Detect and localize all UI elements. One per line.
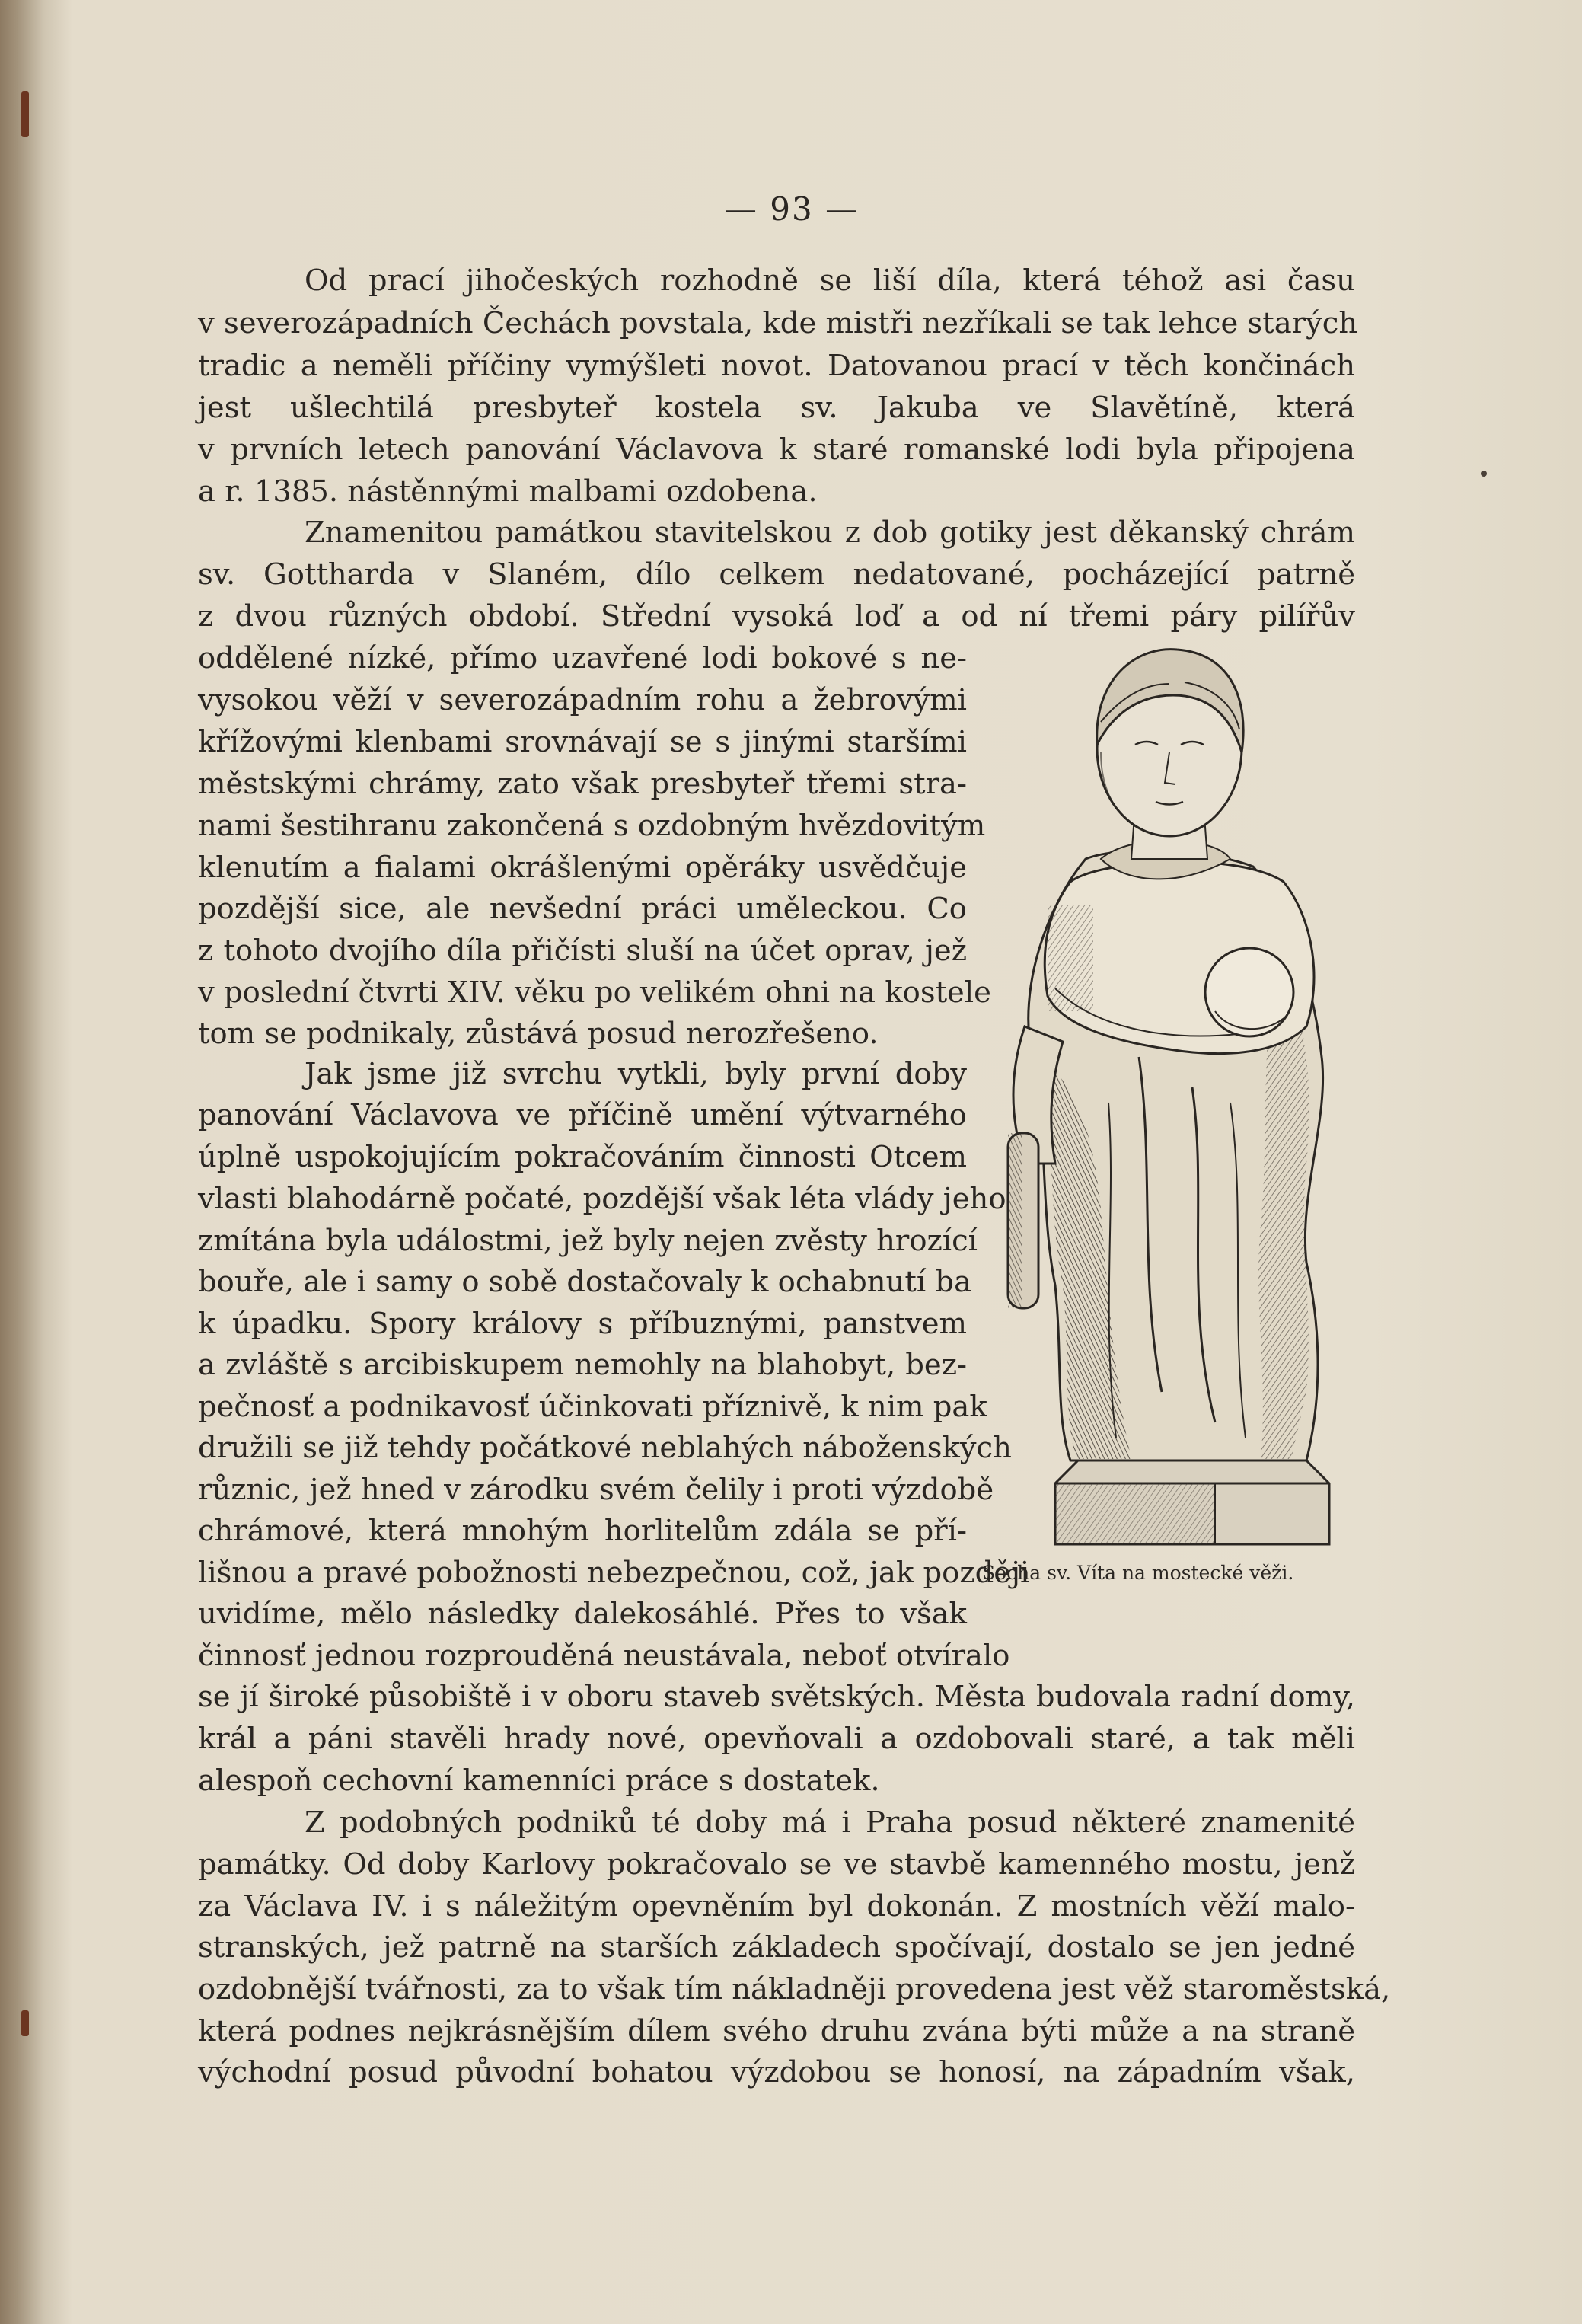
text-line: pečnosť a podnikavosť účinkovati příznivě, k nim pak bbox=[198, 1390, 987, 1424]
text-line: pozdější sice, ale nevšední práci uměleckou. Co bbox=[198, 892, 967, 926]
text-line: činnosť jednou rozprouděná neustávala, neboť otvíralo bbox=[198, 1639, 1010, 1673]
text-line: Znamenitou památkou stavitelskou z dob gotiky jest děkanský chrám bbox=[305, 516, 1355, 550]
text-line: klenutím a fialami okrášlenými opěráky usvědčuje bbox=[198, 851, 967, 885]
text-line: tom se podnikaly, zůstává posud nerozřešeno. bbox=[198, 1017, 879, 1051]
statue-illustration bbox=[987, 630, 1358, 1556]
text-line: v severozápadních Čechách povstala, kde mistři nezříkali se tak lehce starých bbox=[198, 306, 1358, 340]
text-line: uvidíme, mělo následky dalekosáhlé. Přes to však bbox=[198, 1597, 967, 1631]
text-line: k úpadku. Spory královy s příbuznými, panstvem bbox=[198, 1307, 967, 1341]
text-line: a r. 1385. nástěnnými malbami ozdobena. bbox=[198, 474, 818, 509]
text-line: křížovými klenbami srovnávají se s jinými staršími bbox=[198, 725, 967, 759]
text-line: stranských, jež patrně na starších základech spočívají, dostalo se jen jedné bbox=[198, 1930, 1355, 1965]
text-line: král a páni stavěli hrady nové, opevňovali a ozdobovali staré, a tak měli bbox=[198, 1722, 1355, 1756]
text-line: družili se již tehdy počátkové neblahých náboženských bbox=[198, 1431, 1012, 1465]
figure-caption: Socha sv. Víta na mostecké věži. bbox=[982, 1562, 1294, 1584]
text-line: lišnou a pravé pobožnosti nebezpečnou, což, jak později bbox=[198, 1556, 1030, 1590]
text-line: Od prací jihočeských rozhodně se liší díla, která téhož asi času bbox=[305, 263, 1355, 298]
text-line: z dvou různých období. Střední vysoká loď a od ní třemi páry pilířův bbox=[198, 599, 1355, 634]
text-line: v poslední čtvrti XIV. věku po velikém ohni na kostele bbox=[198, 975, 991, 1010]
text-line: nami šestihranu zakončená s ozdobným hvězdovitým bbox=[198, 809, 986, 843]
text-line: zmítána byla událostmi, jež byly nejen zvěsty hrozící bbox=[198, 1224, 978, 1258]
text-line: Z podobných podniků té doby má i Praha posud některé znamenité bbox=[305, 1805, 1355, 1840]
text-line: vlasti blahodárně počaté, pozdější však léta vlády jeho bbox=[198, 1182, 1006, 1216]
text-line: sv. Gottharda v Slaném, dílo celkem nedatované, pocházející patrně bbox=[198, 557, 1355, 592]
text-line: bouře, ale i samy o sobě dostačovaly k ochabnutí ba bbox=[198, 1265, 972, 1299]
page-number: — 93 — bbox=[724, 190, 860, 228]
text-line: oddělené nízké, přímo uzavřené lodi bokové s ne- bbox=[198, 641, 967, 675]
text-line: Jak jsme již svrchu vytkli, byly první doby bbox=[305, 1057, 967, 1091]
text-line: městskými chrámy, zato však presbyteř třemi stra- bbox=[198, 767, 967, 801]
text-line: chrámové, která mnohým horlitelům zdála se pří- bbox=[198, 1514, 967, 1548]
binding-mark bbox=[21, 91, 29, 137]
text-line: za Václava IV. i s náležitým opevněním byl dokonán. Z mostních věží malo- bbox=[198, 1889, 1355, 1923]
text-line: různic, jež hned v zárodku svém čelily i proti výzdobě bbox=[198, 1473, 994, 1507]
binding-mark bbox=[21, 2010, 29, 2036]
text-line: tradic a neměli příčiny vymýšleti novot. Datovanou prací v těch končinách bbox=[198, 349, 1355, 383]
text-line: ozdobnější tvářnosti, za to však tím nákladněji provedena jest věž staroměstská, bbox=[198, 1972, 1391, 2006]
text-line: se jí široké působiště i v oboru staveb světských. Města budovala radní domy, bbox=[198, 1680, 1355, 1714]
text-line: panování Václavova ve příčině umění výtvarného bbox=[198, 1098, 967, 1132]
text-line: a zvláště s arcibiskupem nemohly na blahobyt, bez- bbox=[198, 1348, 967, 1382]
text-line: alespoň cechovní kamenníci práce s dostatek. bbox=[198, 1764, 880, 1798]
text-line: v prvních letech panování Václavova k staré romanské lodi byla připojena bbox=[198, 433, 1355, 467]
text-line: jest ušlechtilá presbyteř kostela sv. Jakuba ve Slavětíně, která bbox=[198, 391, 1355, 425]
text-line: památky. Od doby Karlovy pokračovalo se ve stavbě kamenného mostu, jenž bbox=[198, 1847, 1355, 1882]
text-line: východní posud původní bohatou výzdobou se honosí, na západním však, bbox=[198, 2055, 1355, 2089]
text-line: která podnes nejkrásnějším dílem svého druhu zvána býti může a na straně bbox=[198, 2014, 1355, 2048]
text-line: z tohoto dvojího díla přičísti sluší na účet oprav, jež bbox=[198, 934, 967, 968]
text-line: úplně uspokojujícím pokračováním činnosti Otcem bbox=[198, 1140, 967, 1174]
ink-speck bbox=[1481, 471, 1487, 477]
text-line: vysokou věží v severozápadním rohu a žebrovými bbox=[198, 683, 967, 717]
